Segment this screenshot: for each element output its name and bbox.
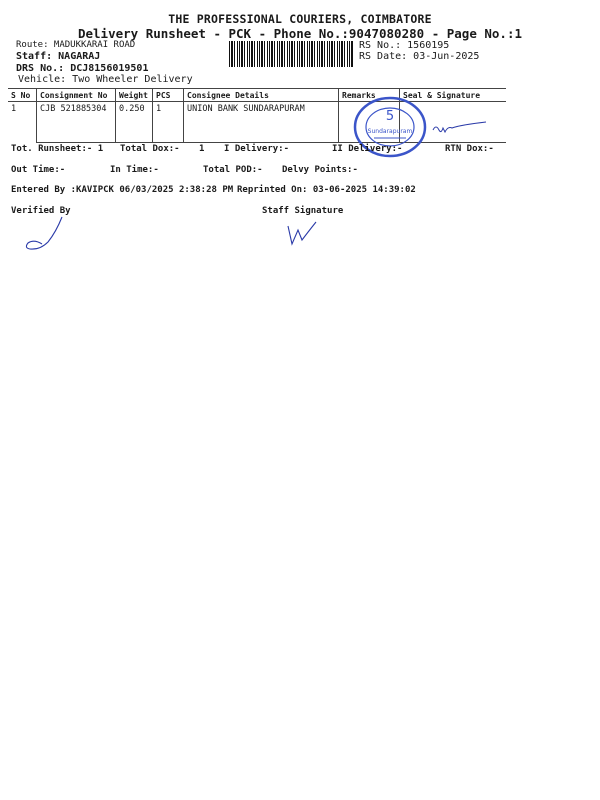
total-dox bbox=[120, 144, 204, 154]
vehicle: Vehicle: Two Wheeler Delivery bbox=[18, 74, 193, 85]
drs-number bbox=[16, 63, 148, 74]
stamp-text: Sundarapuram bbox=[367, 128, 413, 135]
in-time: In Time:- bbox=[110, 165, 159, 175]
rs-number: RS No.: 1560195 bbox=[359, 40, 450, 51]
tot-runsheet: Tot. Runsheet:- 1 bbox=[11, 144, 104, 154]
staff bbox=[16, 51, 100, 62]
col-weight: Weight bbox=[116, 89, 153, 102]
staff-signature-label: Staff Signature bbox=[262, 206, 344, 216]
runsheet-title: Delivery Runsheet - PCK - Phone No.:9047080280 - Page No.:1 bbox=[77, 26, 522, 41]
delvy-points: Delvy Points:- bbox=[282, 165, 358, 175]
col-pcs: PCS bbox=[153, 89, 184, 102]
cell-pcs: 1 bbox=[153, 102, 184, 143]
col-remarks: Remarks bbox=[339, 89, 400, 102]
col-consignment: Consignment No bbox=[37, 89, 116, 102]
reprinted-on: Reprinted On: 03-06-2025 14:39:02 bbox=[237, 185, 416, 195]
barcode bbox=[229, 41, 354, 67]
verifier-signature bbox=[22, 214, 70, 254]
total-dox-value: 1 bbox=[199, 144, 205, 154]
stamp-number: 5 bbox=[385, 109, 395, 124]
staff-label: Staff: bbox=[16, 51, 53, 62]
col-sno: S No bbox=[8, 89, 37, 102]
staff-name: NAGARAJ bbox=[58, 51, 101, 62]
route: Route: MADUKKARAI ROAD bbox=[16, 40, 136, 50]
cell-consignee: UNION BANK SUNDARAPURAM bbox=[184, 102, 339, 143]
cell-sno: 1 bbox=[11, 104, 17, 114]
i-delivery: I Delivery:- bbox=[224, 144, 290, 154]
receiver-signature bbox=[430, 118, 490, 138]
col-seal: Seal & Signature bbox=[400, 89, 507, 102]
out-time: Out Time:- bbox=[11, 165, 66, 175]
drs-label: DRS No.: bbox=[16, 63, 65, 74]
rs-date: RS Date: 03-Jun-2025 bbox=[359, 51, 480, 62]
col-consignee: Consignee Details bbox=[184, 89, 339, 102]
ii-delivery: II Delivery:- bbox=[332, 144, 403, 154]
total-pod: Total POD:- bbox=[203, 165, 263, 175]
entered-by: Entered By :KAVIPCK 06/03/2025 2:38:28 PM bbox=[11, 185, 234, 195]
cell-consignment: CJB 521885304 bbox=[37, 102, 116, 143]
verified-by-label: Verified By bbox=[11, 206, 71, 216]
rtn-dox: RTN Dox:- bbox=[445, 144, 494, 154]
drs-value: DCJ8156019501 bbox=[70, 63, 149, 74]
cell-weight: 0.250 bbox=[116, 102, 153, 143]
staff-signature bbox=[284, 216, 320, 248]
company-name: THE PROFESSIONAL COURIERS, COIMBATORE bbox=[168, 12, 432, 26]
total-dox-label: Total Dox:- bbox=[120, 144, 180, 154]
table-header-row bbox=[8, 89, 506, 102]
